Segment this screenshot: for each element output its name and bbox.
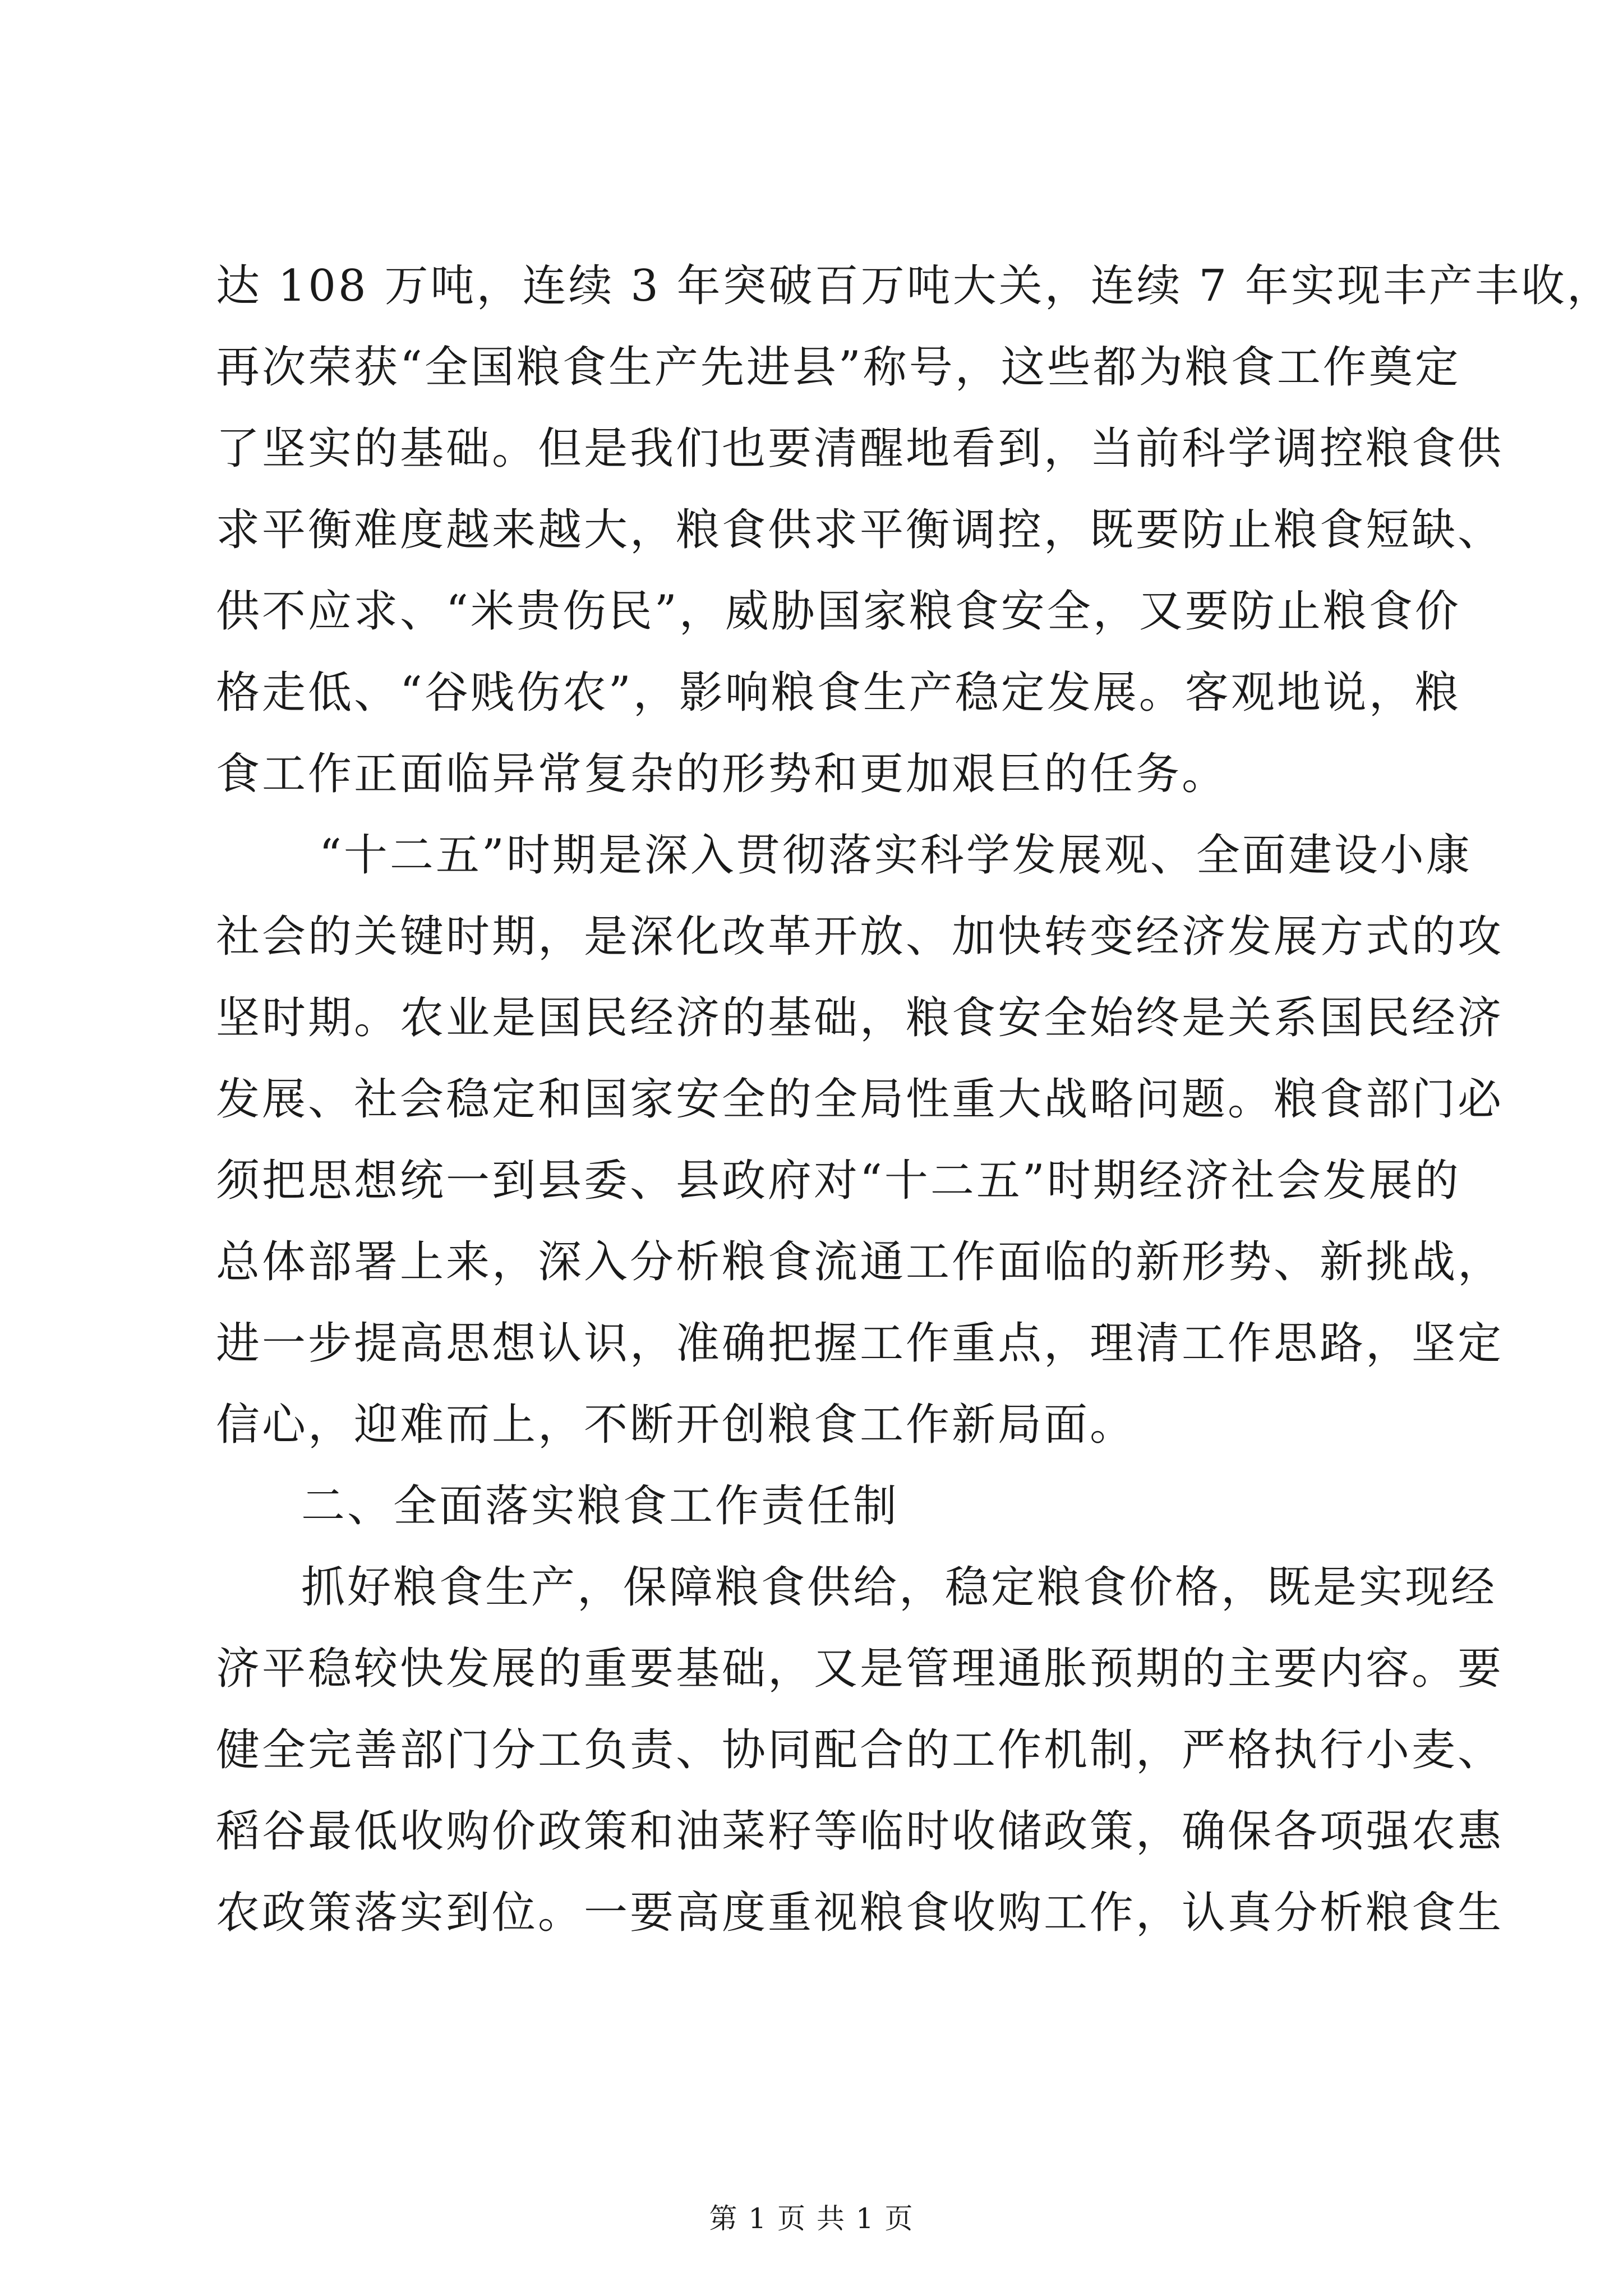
text-line: 济平稳较快发展的重要基础，又是管理通胀预期的主要内容。要	[216, 1644, 1504, 1694]
text-line: 稻谷最低收购价政策和油菜籽等临时收储政策，确保各项强农惠	[216, 1806, 1504, 1857]
text-line: 农政策落实到位。一要高度重视粮食收购工作，认真分析粮食生	[216, 1888, 1504, 1938]
text-line: 信心，迎难而上，不断开创粮食工作新局面。	[216, 1400, 1136, 1450]
text-line: “十二五”时期是深入贯彻落实科学发展观、全面建设小康	[319, 830, 1472, 881]
section-heading: 二、全面落实粮食工作责任制	[301, 1481, 900, 1531]
text-line: 了坚实的基础。但是我们也要清醒地看到，当前科学调控粮食供	[216, 424, 1504, 474]
text-line: 达 108 万吨，连续 3 年突破百万吨大关，连续 7 年实现丰产丰收，	[216, 261, 1613, 311]
text-line: 再次荣获“全国粮食生产先进县”称号，这些都为粮食工作奠定	[216, 342, 1461, 393]
text-line: 总体部署上来，深入分析粮食流通工作面临的新形势、新挑战，	[216, 1237, 1504, 1287]
text-line: 社会的关键时期，是深化改革开放、加快转变经济发展方式的攻	[216, 912, 1504, 962]
text-line: 须把思想统一到县委、县政府对“十二五”时期经济社会发展的	[216, 1156, 1461, 1206]
text-line: 坚时期。农业是国民经济的基础，粮食安全始终是关系国民经济	[216, 993, 1504, 1043]
text-line: 求平衡难度越来越大，粮食供求平衡调控，既要防止粮食短缺、	[216, 505, 1504, 555]
text-line: 格走低、“谷贱伤农”，影响粮食生产稳定发展。客观地说，粮	[216, 668, 1461, 718]
document-body	[216, 246, 1613, 1954]
text-line: 进一步提高思想认识，准确把握工作重点，理清工作思路，坚定	[216, 1318, 1504, 1369]
page-footer: 第 1 页 共 1 页	[709, 2202, 914, 2235]
text-line: 发展、社会稳定和国家安全的全局性重大战略问题。粮食部门必	[216, 1074, 1504, 1125]
text-line: 食工作正面临异常复杂的形势和更加艰巨的任务。	[216, 749, 1228, 799]
text-line: 健全完善部门分工负责、协同配合的工作机制，严格执行小麦、	[216, 1725, 1504, 1775]
text-line: 抓好粮食生产，保障粮食供给，稳定粮食价格，既是实现经	[301, 1562, 1497, 1613]
text-line: 供不应求、“米贵伤民”，威胁国家粮食安全，又要防止粮食价	[216, 586, 1461, 637]
